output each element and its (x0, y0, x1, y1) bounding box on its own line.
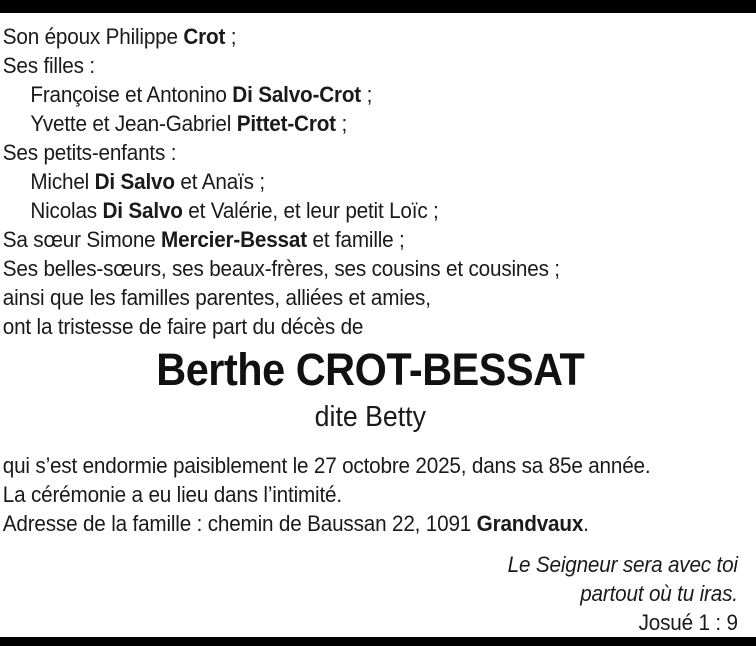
text-segment: ainsi que les familles parentes, alliées et amies, (2, 285, 431, 310)
name-emphasis: Di Salvo (102, 198, 183, 223)
text-segment: ; (225, 24, 237, 49)
text-segment: Sa sœur Simone (2, 227, 162, 252)
verse-line: partout où tu iras. (580, 581, 738, 606)
deceased-nickname: dite Betty (314, 401, 426, 433)
top-border-bar (0, 0, 756, 13)
text-segment: . (583, 511, 589, 536)
scripture-verse (3, 550, 738, 637)
verse-line: Le Seigneur sera avec toi (507, 552, 738, 577)
text-line (3, 225, 738, 254)
text-segment: Nicolas (30, 198, 103, 223)
text-segment: ont la tristesse de faire part du décès de (2, 314, 364, 339)
name-emphasis: Di Salvo-Crot (232, 82, 362, 107)
text-segment: Yvette et Jean-Gabriel (30, 111, 237, 136)
text-line (3, 254, 738, 283)
name-emphasis: Grandvaux (476, 511, 584, 536)
text-line (3, 480, 738, 509)
name-emphasis: Mercier-Bessat (161, 227, 307, 252)
text-line (3, 167, 738, 196)
name-emphasis: Di Salvo (94, 169, 175, 194)
text-segment: La cérémonie a eu lieu dans l’intimité. (2, 482, 342, 507)
text-segment: Son époux Philippe (2, 24, 184, 49)
detail-lines (3, 451, 738, 538)
text-segment: Ses belles-sœurs, ses beaux-frères, ses cousins et cousines ; (2, 256, 560, 281)
text-line (3, 109, 738, 138)
bottom-border-bar (0, 637, 756, 646)
name-emphasis: Pittet-Crot (236, 111, 336, 136)
text-line (3, 196, 738, 225)
text-segment: Ses petits-enfants : (2, 140, 177, 165)
text-line (3, 80, 738, 109)
text-segment: Adresse de la famille : chemin de Baussan 22, 1091 (2, 511, 477, 536)
text-line (3, 51, 738, 80)
text-line (3, 283, 738, 312)
text-segment: qui s’est endormie paisiblement le 27 octobre 2025, dans sa 85e année. (2, 453, 651, 478)
text-segment: ; (335, 111, 348, 136)
family-lines (3, 22, 738, 341)
text-line (3, 451, 738, 480)
obituary-content (0, 13, 756, 637)
text-line (3, 509, 738, 538)
text-segment: Françoise et Antonino (30, 82, 233, 107)
text-segment: ; (361, 82, 373, 107)
text-line (3, 138, 738, 167)
text-segment: Michel (30, 169, 95, 194)
name-emphasis: Crot (183, 24, 226, 49)
text-line (3, 22, 738, 51)
text-segment: et famille ; (306, 227, 405, 252)
text-segment: et Valérie, et leur petit Loïc ; (182, 198, 439, 223)
deceased-name: Berthe CROT-BESSAT (156, 344, 585, 395)
text-segment: Ses filles : (2, 53, 95, 78)
verse-reference: Josué 1 : 9 (638, 610, 738, 635)
text-segment: et Anaïs ; (174, 169, 265, 194)
text-line (3, 312, 738, 341)
